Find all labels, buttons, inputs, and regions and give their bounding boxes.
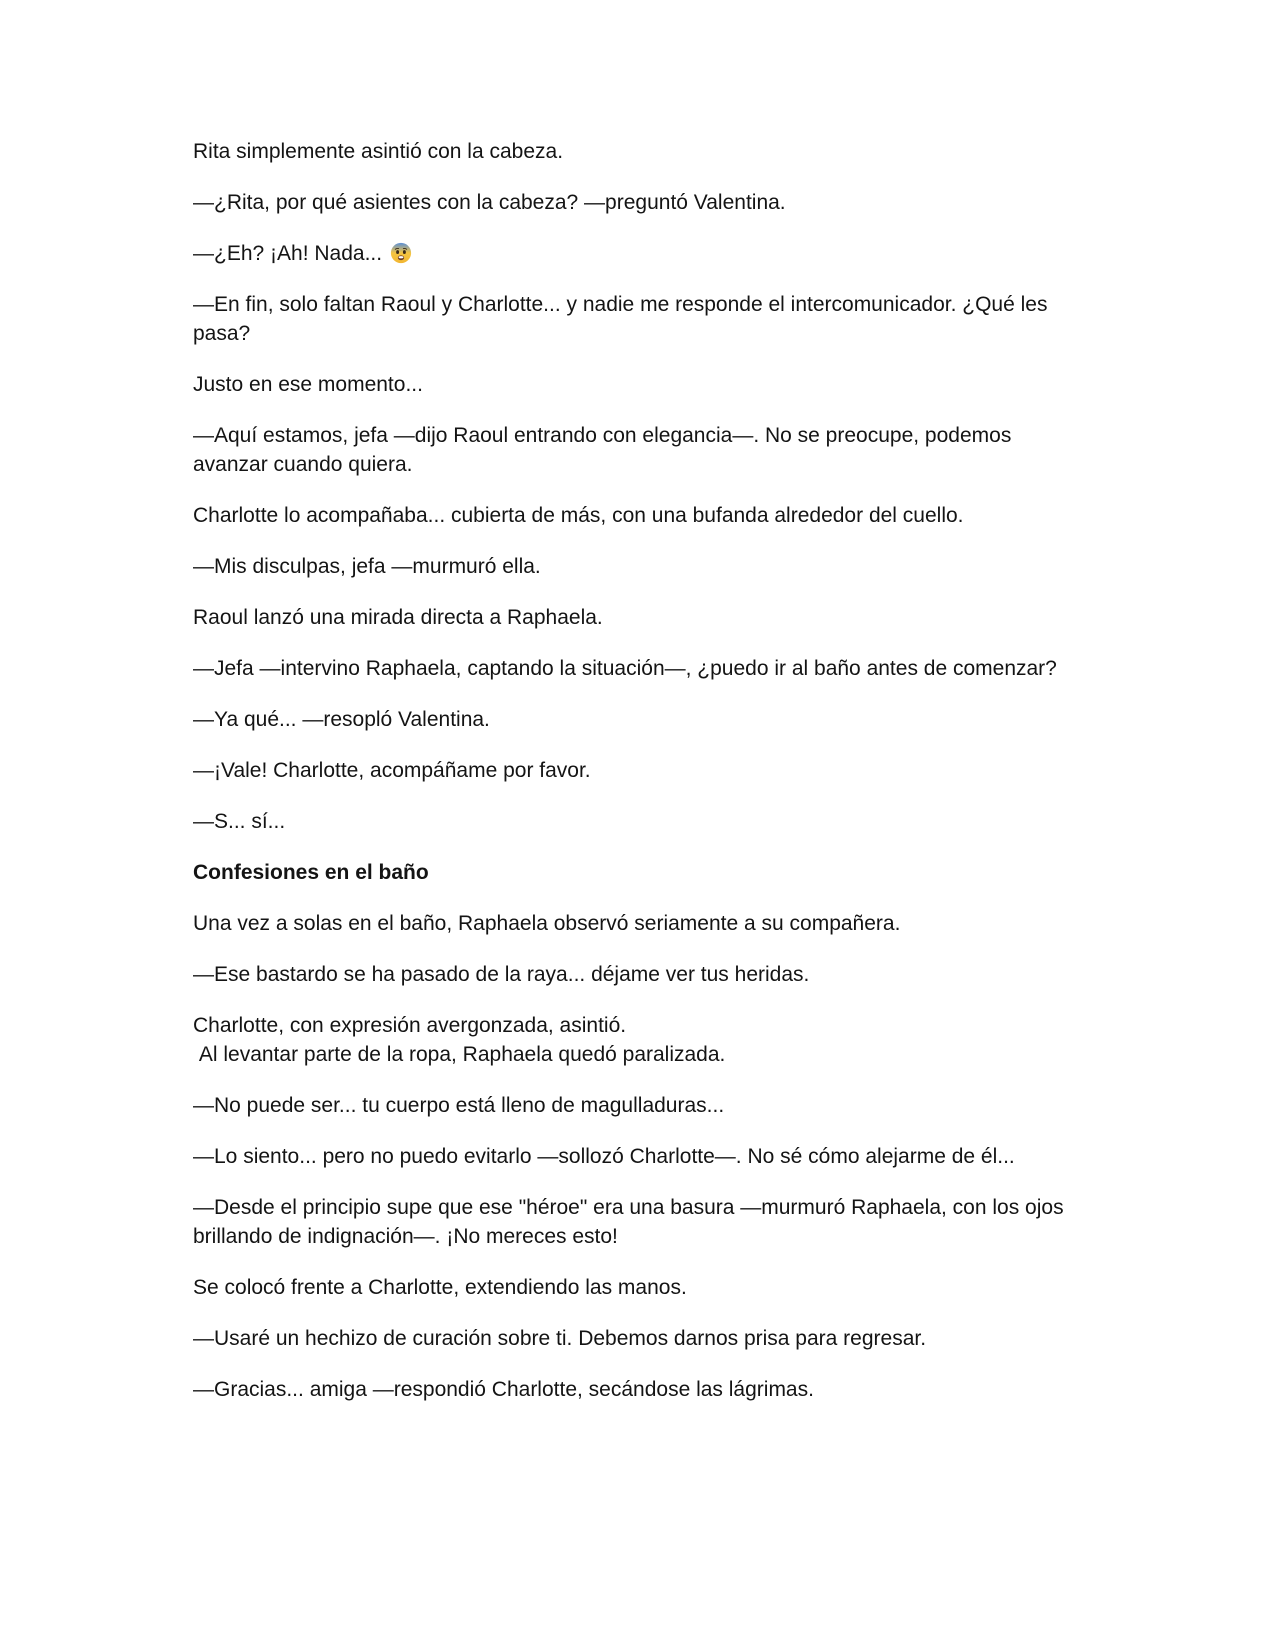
paragraph-text: —¿Eh? ¡Ah! Nada... [193, 242, 383, 265]
paragraph: Una vez a solas en el baño, Raphaela observó seriamente a su compañera. [193, 912, 901, 935]
paragraph: Justo en ese momento... [193, 373, 423, 396]
paragraph: —Mis disculpas, jefa —murmuró ella. [193, 555, 541, 578]
paragraph: —Gracias... amiga —respondió Charlotte, secándose las lágrimas. [193, 1378, 814, 1401]
paragraph: Charlotte, con expresión avergonzada, asintió. Al levantar parte de la ropa, Raphaela quedó paralizada. [193, 1014, 726, 1066]
paragraph: —¿Rita, por qué asientes con la cabeza? —preguntó Valentina. [193, 191, 786, 214]
paragraph: —Ya qué... —resopló Valentina. [193, 708, 490, 731]
paragraph: Se colocó frente a Charlotte, extendiendo las manos. [193, 1276, 687, 1299]
paragraph: —S... sí... [193, 810, 286, 833]
section-heading: Confesiones en el baño [193, 861, 429, 884]
paragraph: Charlotte lo acompañaba... cubierta de más, con una bufanda alrededor del cuello. [193, 504, 964, 527]
paragraph: Rita simplemente asintió con la cabeza. [193, 140, 564, 163]
document-body [193, 137, 1073, 1426]
paragraph: —Desde el principio supe que ese "héroe" era una basura —murmuró Raphaela, con los ojos brillando de indignación—. ¡No mereces esto! [193, 1196, 1070, 1248]
paragraph: —Lo siento... pero no puedo evitarlo —sollozó Charlotte—. No sé cómo alejarme de él... [193, 1145, 1015, 1168]
fearful-face-emoji-icon [390, 242, 412, 264]
paragraph: —Usaré un hechizo de curación sobre ti. Debemos darnos prisa para regresar. [193, 1327, 927, 1350]
paragraph: —Ese bastardo se ha pasado de la raya... déjame ver tus heridas. [193, 963, 810, 986]
paragraph: —Aquí estamos, jefa —dijo Raoul entrando con elegancia—. No se preocupe, podemos avanzar cuando quiera. [193, 424, 1018, 476]
paragraph: —No puede ser... tu cuerpo está lleno de magulladuras... [193, 1094, 725, 1117]
paragraph: —En fin, solo faltan Raoul y Charlotte... y nadie me responde el intercomunicador. ¿Qué les pasa? [193, 293, 1054, 345]
paragraph: —¡Vale! Charlotte, acompáñame por favor. [193, 759, 591, 782]
paragraph: Raoul lanzó una mirada directa a Raphaela. [193, 606, 603, 629]
paragraph [193, 239, 1073, 268]
paragraph: —Jefa —intervino Raphaela, captando la situación—, ¿puedo ir al baño antes de comenzar? [193, 657, 1057, 680]
